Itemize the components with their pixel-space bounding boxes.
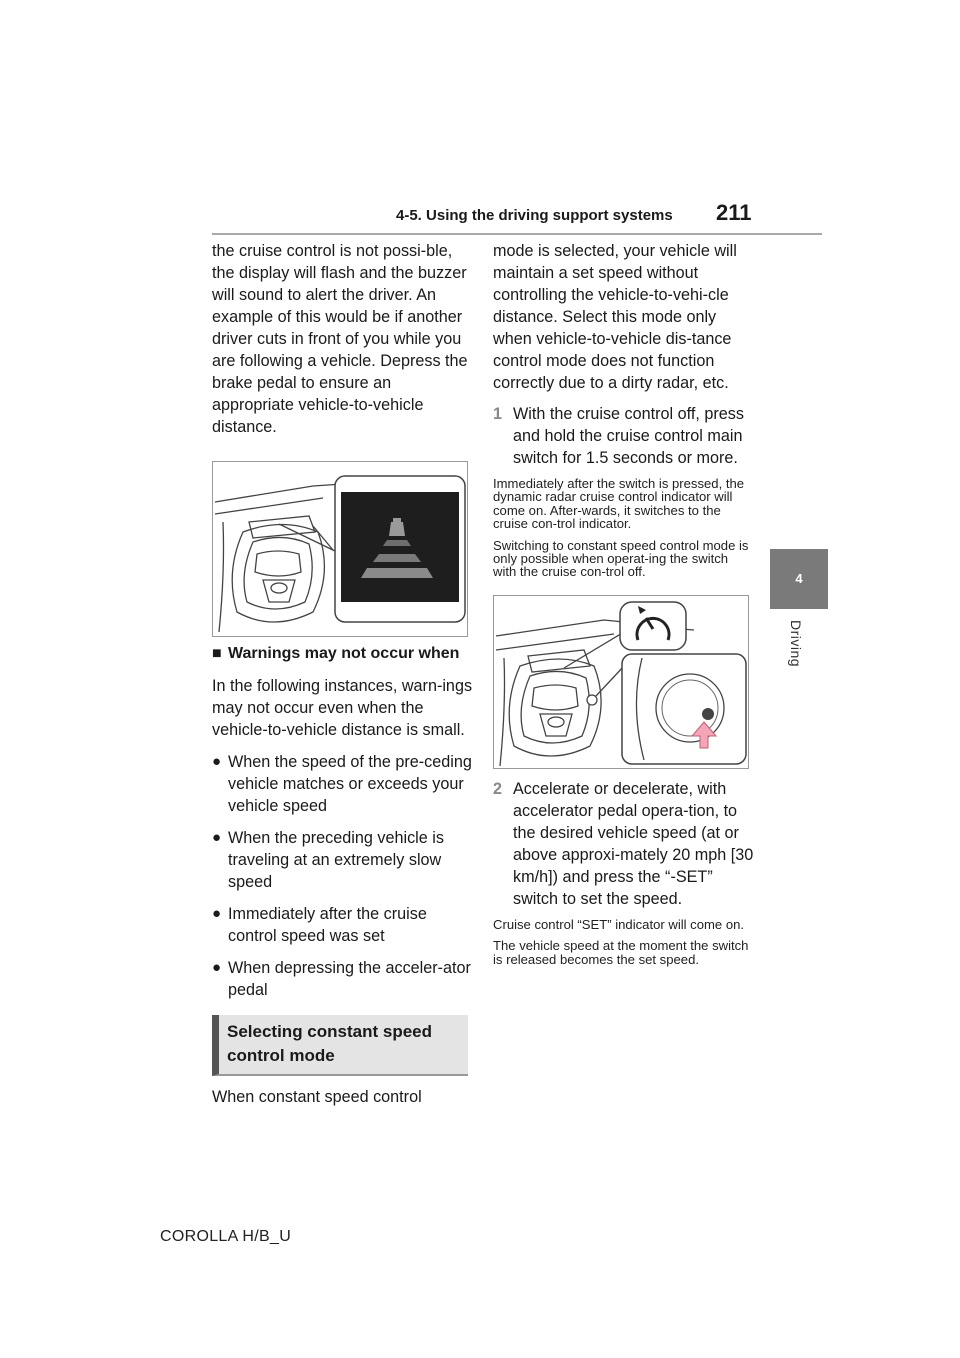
list-item: [212, 827, 474, 893]
warnings-subheading: [212, 643, 474, 665]
steering-switch-drawing: [494, 596, 748, 768]
list-item-text: When the speed of the pre-ceding vehicle matches or exceeds your vehicle speed: [228, 753, 472, 815]
step-2: [493, 778, 755, 910]
meter-display-drawing: [213, 462, 467, 636]
bullet-icon: ●: [212, 959, 222, 976]
chapter-tab[interactable]: 4: [770, 549, 828, 609]
step-2-note: Cruise control “SET” indicator will come on.: [493, 916, 745, 932]
header-divider: [212, 233, 822, 235]
warnings-intro-paragraph: In the following instances, warn-ings may not occur even when the vehicle-to-vehicle distance is small.: [212, 677, 473, 739]
step-text: Accelerate or decelerate, with accelerator pedal opera-tion, to the desired vehicle speed (at or above approxi-mately 20 mph [30 km/h]) and press the “-SET” switch to set the speed.: [513, 779, 754, 908]
bullet-icon: ●: [212, 905, 222, 922]
page-number: 211: [716, 200, 752, 225]
step-2-note-2: The vehicle speed at the moment the switch is released becomes the set speed.: [493, 938, 749, 967]
step-1-note: Immediately after the switch is pressed, the dynamic radar cruise control indicator will come on. After-wards, it switches to the cruise con-trol indicator.: [493, 476, 745, 532]
subheading-text: Warnings may not occur when: [228, 645, 460, 662]
list-item: [212, 903, 474, 947]
step-1: [493, 403, 755, 469]
bullet-icon: ●: [212, 829, 222, 846]
list-item-text: When depressing the acceler-ator pedal: [228, 959, 471, 999]
section-intro-paragraph: When constant speed control: [212, 1088, 422, 1106]
step-text: With the cruise control off, press and hold the cruise control main switch for 1.5 seconds or more.: [513, 405, 744, 467]
section-header-title: 4-5. Using the driving support systems: [396, 207, 673, 224]
chapter-label: Driving: [788, 620, 804, 668]
list-item-text: When the preceding vehicle is traveling at an extremely slow speed: [228, 829, 444, 891]
continued-paragraph: mode is selected, your vehicle will maintain a set speed without controlling the vehicle-to-vehi-cle distance. Select this mode only when vehicle-to-vehicle dis-tance control mode does not function correctly due to a dirty radar, etc.: [493, 242, 737, 392]
list-item: [212, 957, 474, 1001]
meter-display-illustration: [212, 461, 468, 637]
list-item: [212, 751, 474, 817]
step-1-note-2: Switching to constant speed control mode is only possible when operat-ing the switch with the cruise con-trol off.: [493, 537, 749, 580]
steering-switch-illustration: [493, 595, 749, 769]
section-heading-box: Selecting constant speed control mode: [212, 1015, 468, 1076]
subhead-marker-icon: ■: [212, 645, 222, 662]
right-column: [493, 240, 755, 966]
bullet-icon: ●: [212, 753, 222, 770]
intro-paragraph: the cruise control is not possi-ble, the display will flash and the buzzer will sound to alert the driver. An example of this would be if another driver cuts in front of you while you are following a vehicle. Depress the brake pedal to ensure an appropriate vehicle-to-vehicle distance.: [212, 242, 468, 436]
left-column: [212, 240, 474, 1108]
step-number: 2: [493, 779, 503, 798]
step-number: 1: [493, 405, 503, 423]
list-item-text: Immediately after the cruise control speed was set: [228, 905, 427, 945]
model-footer: COROLLA H/B_U: [160, 1228, 292, 1245]
